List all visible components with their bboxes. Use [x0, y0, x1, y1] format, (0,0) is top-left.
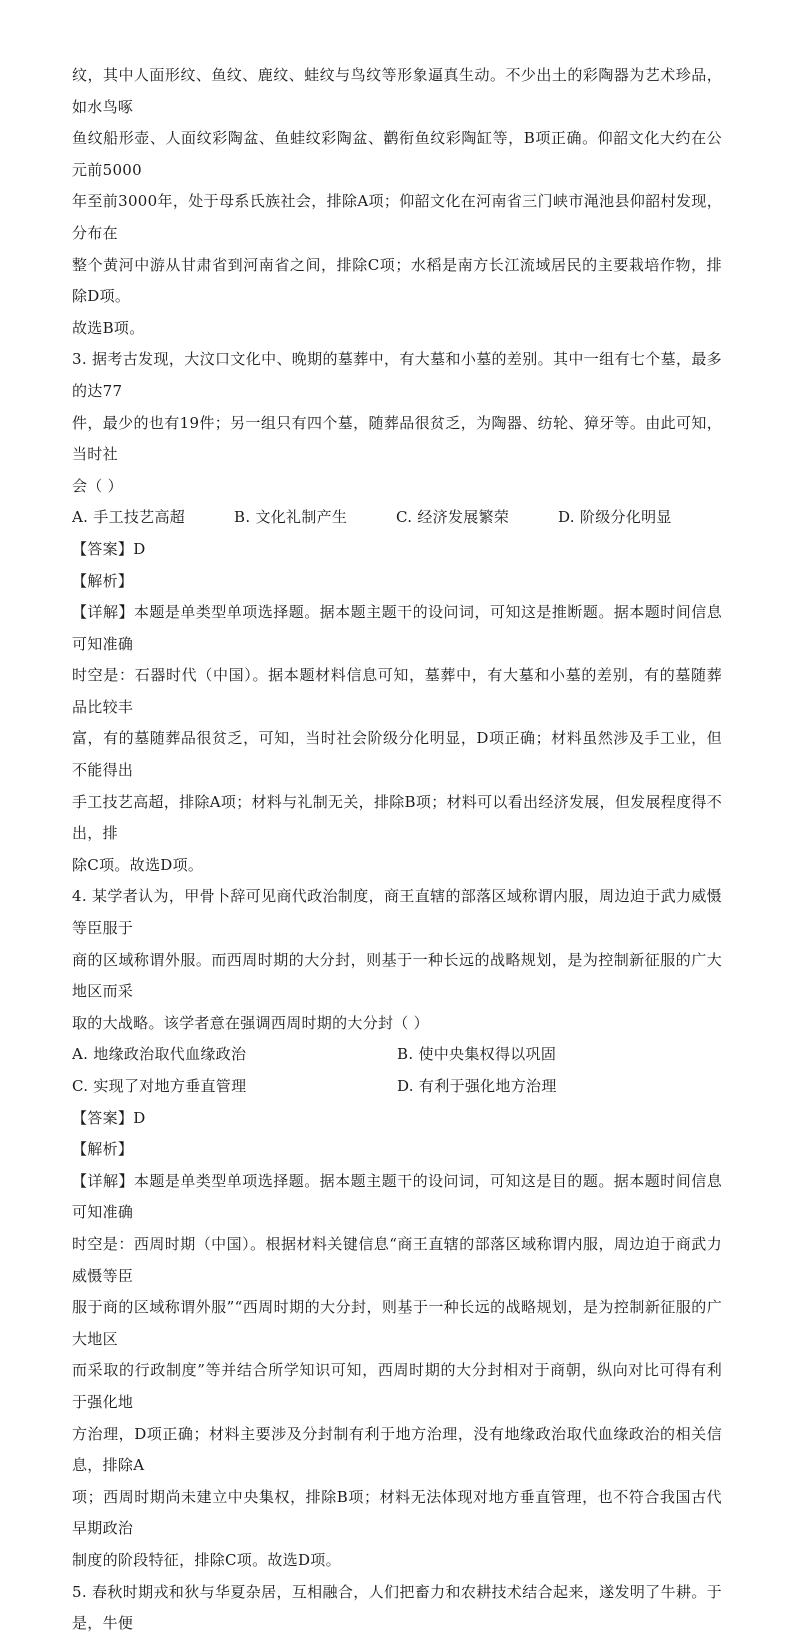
text-line: 纹，其中人面形纹、鱼纹、鹿纹、蛙纹与鸟纹等形象逼真生动。不少出土的彩陶器为艺术珍品，如水鸟啄	[72, 66, 722, 116]
options-row	[72, 1039, 722, 1071]
document-page	[72, 60, 722, 1640]
previous-answer-tail	[72, 60, 722, 344]
text-line: 故选B项。	[72, 318, 145, 337]
options-row	[72, 1071, 722, 1103]
question-3	[72, 344, 722, 881]
explanation-line: 【详解】本题是单类型单项选择题。据本题主题干的设问词，可知这是推断题。据本题时间信息可知准确	[72, 603, 722, 653]
explanation-line: 服于商的区域称谓外服”“西周时期的大分封，则基于一种长远的战略规划，是为控制新征服的广大地区	[72, 1298, 722, 1348]
explanation-line: 时空是：石器时代（中国）。据本题材料信息可知，墓葬中，有大墓和小墓的差别，有的墓随葬品比较丰	[72, 666, 722, 716]
explanation-line: 项；西周时期尚未建立中央集权，排除B项；材料无法体现对地方垂直管理，也不符合我国古代早期政治	[72, 1487, 722, 1538]
question-stem-line: 4. 某学者认为，甲骨卜辞可见商代政治制度，商王直辖的部落区域称谓内服，周边迫于武力威慑等臣服于	[72, 887, 722, 938]
option-d: D. 阶级分化明显	[558, 508, 672, 527]
option-d: D. 有利于强化地方治理	[397, 1077, 557, 1095]
text-line: 年至前3000年，处于母系氏族社会，排除A项；仰韶文化在河南省三门峡市渑池县仰韶村发现，分布在	[72, 192, 722, 242]
explanation-line: 方治理，D项正确；材料主要涉及分封制有利于地方治理，没有地缘政治取代血缘政治的相关信息，排除A	[72, 1424, 722, 1475]
explanation-line: 手工技艺高超，排除A项；材料与礼制无关，排除B项；材料可以看出经济发展，但发展程度得不出，排	[72, 792, 722, 843]
explanation-line: 制度的阶段特征，排除C项。故选D项。	[72, 1550, 341, 1569]
option-b: B. 使中央集权得以巩固	[397, 1045, 557, 1064]
explanation-line: 富，有的墓随葬品很贫乏，可知，当时社会阶级分化明显，D项正确；材料虽然涉及手工业，但不能得出	[72, 729, 722, 780]
question-stem-line: 件，最少的也有19件；另一组只有四个墓，随葬品很贫乏，为陶器、纺轮、獐牙等。由此可知，当时社	[72, 413, 722, 464]
question-stem-line: 5. 春秋时期戎和狄与华夏杂居，互相融合，人们把畜力和农耕技术结合起来，遂发明了牛耕。于是，牛便	[72, 1582, 722, 1633]
analysis-label: 【解析】	[72, 1140, 134, 1159]
text-line: 整个黄河中游从甘肃省到河南省之间，排除C项；水稻是南方长江流域居民的主要栽培作物，排除D项。	[72, 255, 722, 306]
question-5	[72, 1577, 722, 1640]
question-stem-line: 3. 据考古发现，大汶口文化中、晚期的墓葬中，有大墓和小墓的差别。其中一组有七个墓，最多的达77	[72, 350, 722, 400]
option-a: A. 地缘政治取代血缘政治	[72, 1045, 247, 1064]
explanation-line: 时空是：西周时期（中国）。根据材料关键信息“商王直辖的部落区域称谓内服，周边迫于商武力威慑等臣	[72, 1234, 722, 1285]
answer-label: 【答案】D	[72, 539, 146, 558]
option-a: A. 手工技艺高超	[72, 508, 186, 527]
question-stem-line: 取的大战略。该学者意在强调西周时期的大分封（ ）	[72, 1013, 429, 1032]
option-b: B. 文化礼制产生	[234, 508, 348, 527]
text-line: 鱼纹船形壶、人面纹彩陶盆、鱼蛙纹彩陶盆、鹳衔鱼纹彩陶缸等，B项正确。仰韶文化大约在公元前5000	[72, 129, 722, 179]
option-c: C. 实现了对地方垂直管理	[72, 1077, 247, 1095]
explanation-line: 而采取的行政制度”等并结合所学知识可知，西周时期的大分封相对于商朝，纵向对比可得有利于强化地	[72, 1361, 722, 1411]
options-row	[72, 502, 722, 534]
question-stem-line: 商的区域称谓外服。而西周时期的大分封，则基于一种长远的战略规划，是为控制新征服的广大地区而采	[72, 950, 722, 1001]
question-4	[72, 881, 722, 1576]
question-stem-line: 会（ ）	[72, 476, 123, 495]
answer-label: 【答案】D	[72, 1108, 146, 1127]
explanation-line: 【详解】本题是单类型单项选择题。据本题主题干的设问词，可知这是目的题。据本题时间信息可知准确	[72, 1171, 722, 1222]
analysis-label: 【解析】	[72, 571, 134, 590]
option-c: C. 经济发展繁荣	[396, 508, 510, 527]
explanation-line: 除C项。故选D项。	[72, 855, 204, 874]
